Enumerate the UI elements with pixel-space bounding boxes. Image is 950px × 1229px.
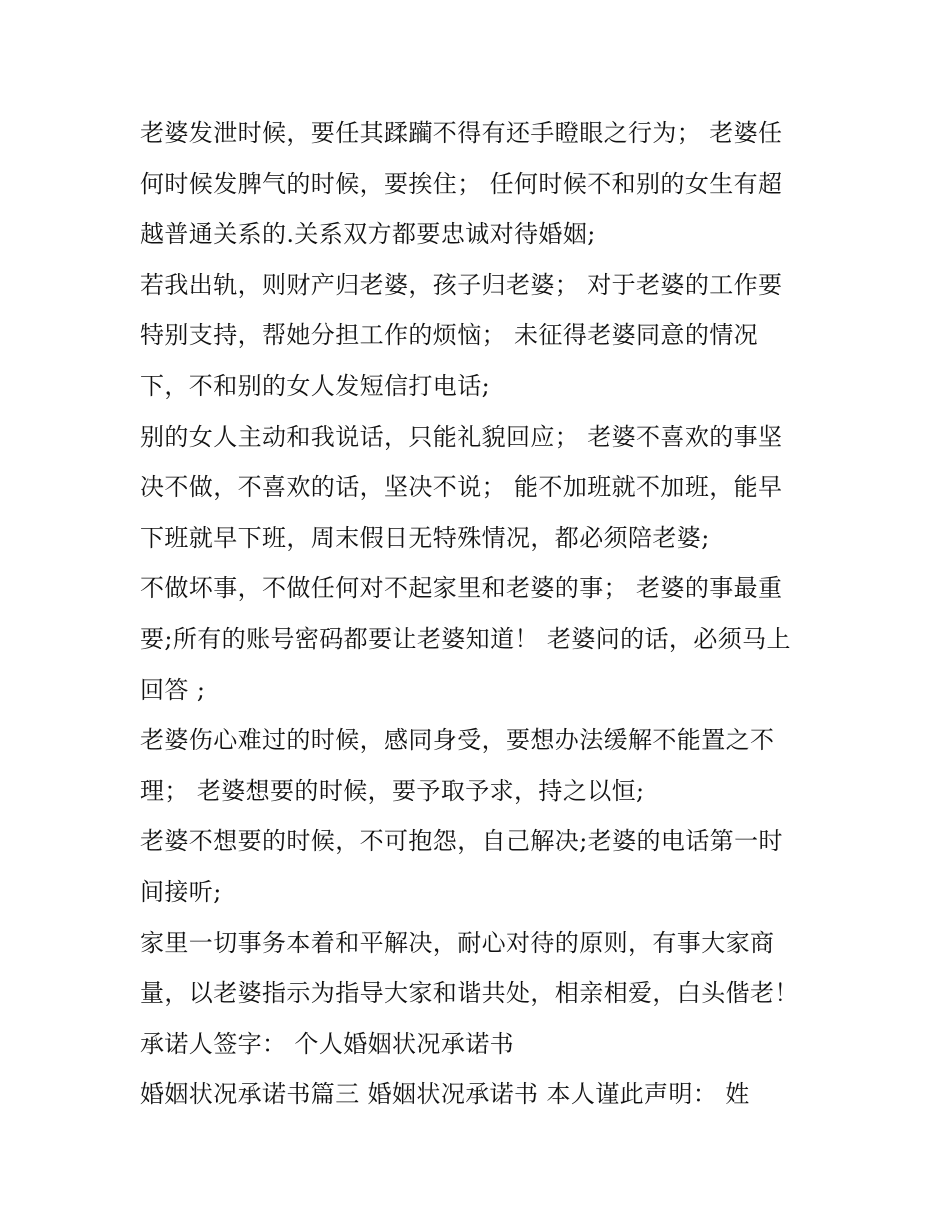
- text-line: 老婆伤心难过的时候，感同身受，要想办法缓解不能置之不: [140, 726, 775, 755]
- text-line: 回答 ;: [140, 675, 206, 704]
- text-line: 若我出轨，则财产归老婆，孩子归老婆； 对于老婆的工作要: [140, 270, 783, 299]
- text-line: 婚姻状况承诺书篇三 婚姻状况承诺书 本人谨此声明： 姓: [140, 1080, 750, 1109]
- text-line: 下，不和别的女人发短信打电话;: [140, 371, 491, 400]
- text-line: 别的女人主动和我说话，只能礼貌回应； 老婆不喜欢的事坚: [140, 422, 783, 451]
- text-line: 决不做，不喜欢的话，坚决不说； 能不加班就不加班，能早: [140, 473, 783, 502]
- text-line: 老婆不想要的时候，不可抱怨，自己解决;老婆的电话第一时: [140, 827, 783, 856]
- text-line: 理； 老婆想要的时候，要予取予求，持之以恒;: [140, 776, 645, 805]
- text-line: 家里一切事务本着和平解决，耐心对待的原则，有事大家商: [140, 928, 775, 957]
- text-line: 老婆发泄时候，要任其蹂躏不得有还手瞪眼之行为； 老婆任: [140, 119, 783, 147]
- text-line: 何时候发脾气的时候，要挨住； 任何时候不和别的女生有超: [140, 169, 783, 198]
- text-line: 要;所有的账号密码都要让老婆知道！ 老婆问的话，必须马上: [140, 624, 791, 653]
- text-line: 越普通关系的.关系双方都要忠诚对待婚姻;: [140, 220, 596, 249]
- text-line: 特别支持，帮她分担工作的烦恼； 未征得老婆同意的情况: [140, 321, 759, 350]
- text-line: 间接听;: [140, 877, 222, 906]
- text-line: 不做坏事，不做任何对不起家里和老婆的事； 老婆的事最重: [140, 574, 783, 603]
- document-body: [140, 108, 820, 1120]
- text-line: 量，以老婆指示为指导大家和谐共处，相亲相爱，白头偕老！: [140, 979, 799, 1008]
- signature-line: 承诺人签字： 个人婚姻状况承诺书: [140, 1029, 515, 1058]
- text-line: 下班就早下班，周末假日无特殊情况，都必须陪老婆;: [140, 523, 710, 552]
